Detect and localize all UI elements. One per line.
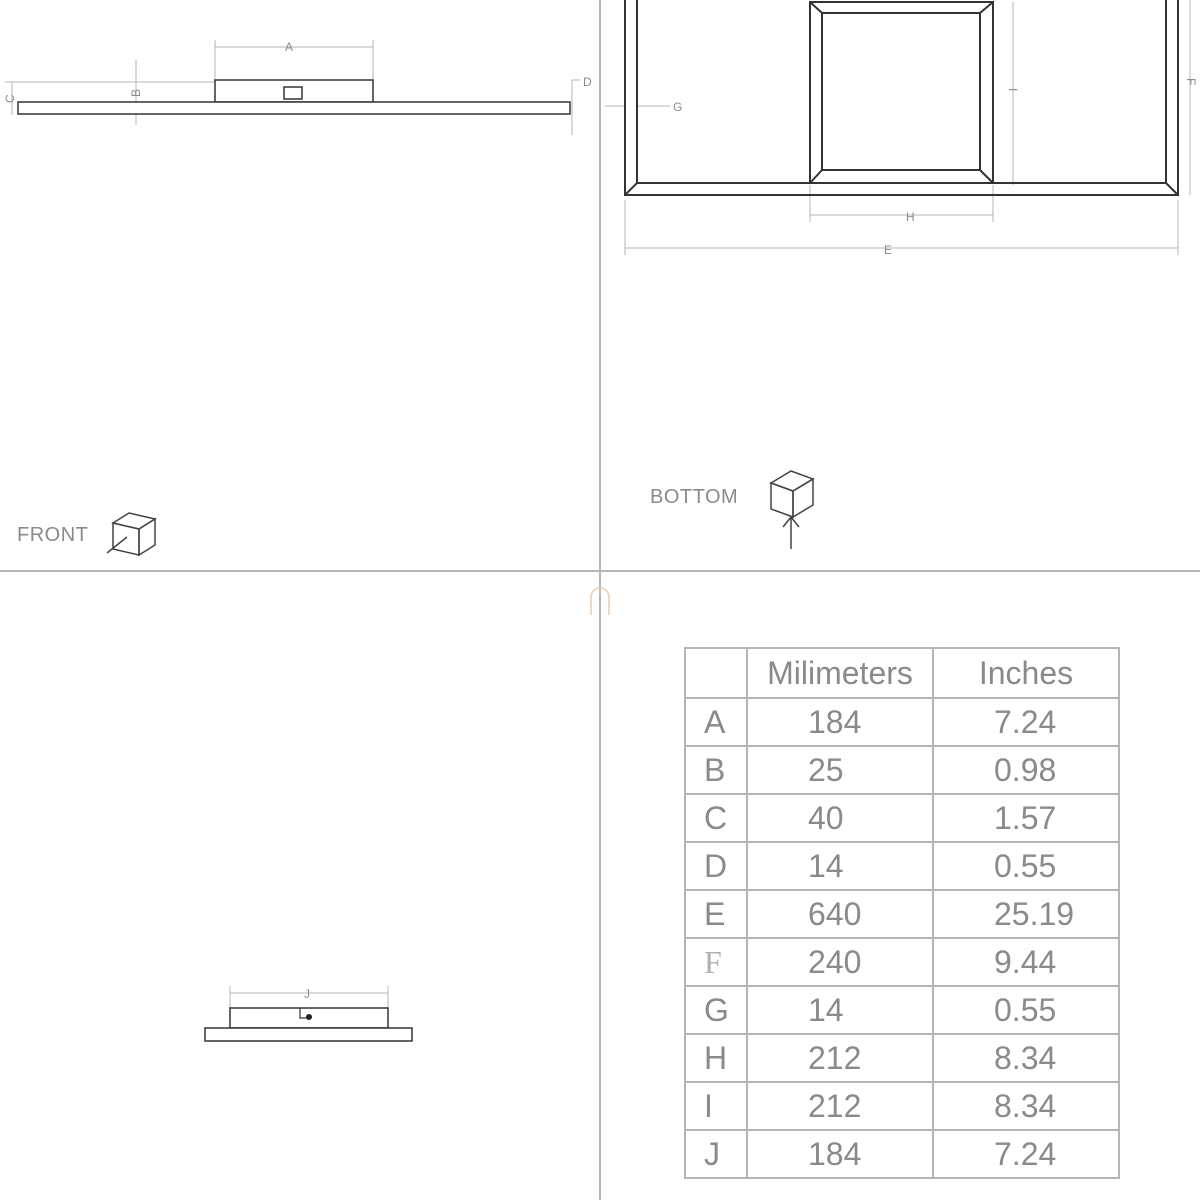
- cube-front-view-icon: [105, 505, 165, 565]
- dim-e-label: E: [884, 243, 893, 257]
- row-mm: 14: [747, 842, 933, 890]
- table-row: [685, 1130, 1119, 1178]
- cube-bottom-view-icon: [765, 465, 825, 550]
- row-key: C: [685, 794, 747, 842]
- dim-d-label: D: [583, 75, 592, 89]
- row-inches: 0.98: [933, 746, 1119, 794]
- header-millimeters: Milimeters: [747, 648, 933, 698]
- row-key: A: [685, 698, 747, 746]
- row-key: D: [685, 842, 747, 890]
- dimensions-table: [684, 647, 1120, 1179]
- row-key: F: [685, 938, 747, 986]
- row-inches: 9.44: [933, 938, 1119, 986]
- bottom-view-label: BOTTOM: [650, 486, 739, 508]
- table-row: [685, 938, 1119, 986]
- header-inches: Inches: [933, 648, 1119, 698]
- row-mm: 240: [747, 938, 933, 986]
- row-inches: 8.34: [933, 1034, 1119, 1082]
- row-mm: 184: [747, 698, 933, 746]
- row-key: I: [685, 1082, 747, 1130]
- brand-arch-icon: [588, 585, 612, 617]
- bottom-view-drawing: [600, 0, 1200, 270]
- row-mm: 184: [747, 1130, 933, 1178]
- row-mm: 212: [747, 1034, 933, 1082]
- table-row: [685, 986, 1119, 1034]
- row-key: E: [685, 890, 747, 938]
- row-inches: 0.55: [933, 842, 1119, 890]
- front-view-label: FRONT: [17, 524, 89, 546]
- row-mm: 25: [747, 746, 933, 794]
- table-row: [685, 1082, 1119, 1130]
- dim-j-label: J: [304, 987, 310, 1001]
- row-inches: 7.24: [933, 1130, 1119, 1178]
- row-mm: 14: [747, 986, 933, 1034]
- dim-a-label: A: [285, 40, 294, 54]
- table-row: [685, 890, 1119, 938]
- row-key: G: [685, 986, 747, 1034]
- table-row: [685, 746, 1119, 794]
- table-row: [685, 1034, 1119, 1082]
- row-key: H: [685, 1034, 747, 1082]
- table-header-row: [685, 648, 1119, 698]
- row-mm: 40: [747, 794, 933, 842]
- row-mm: 212: [747, 1082, 933, 1130]
- header-key: [685, 648, 747, 698]
- row-inches: 25.19: [933, 890, 1119, 938]
- row-inches: 1.57: [933, 794, 1119, 842]
- horizontal-divider: [0, 570, 1200, 572]
- front-view-drawing: [0, 0, 600, 180]
- table-row: [685, 794, 1119, 842]
- table-row: [685, 698, 1119, 746]
- side-view-drawing: [200, 980, 440, 1060]
- row-inches: 0.55: [933, 986, 1119, 1034]
- dim-b-label: B: [129, 88, 143, 97]
- row-key: J: [685, 1130, 747, 1178]
- row-inches: 7.24: [933, 698, 1119, 746]
- row-inches: 8.34: [933, 1082, 1119, 1130]
- table-row: [685, 842, 1119, 890]
- dim-f-label: F: [1184, 78, 1198, 86]
- dim-c-label: C: [3, 94, 17, 103]
- row-key: B: [685, 746, 747, 794]
- row-mm: 640: [747, 890, 933, 938]
- dim-i-label: I: [1006, 88, 1020, 92]
- dim-h-label: H: [906, 210, 915, 224]
- dim-g-label: G: [673, 100, 683, 114]
